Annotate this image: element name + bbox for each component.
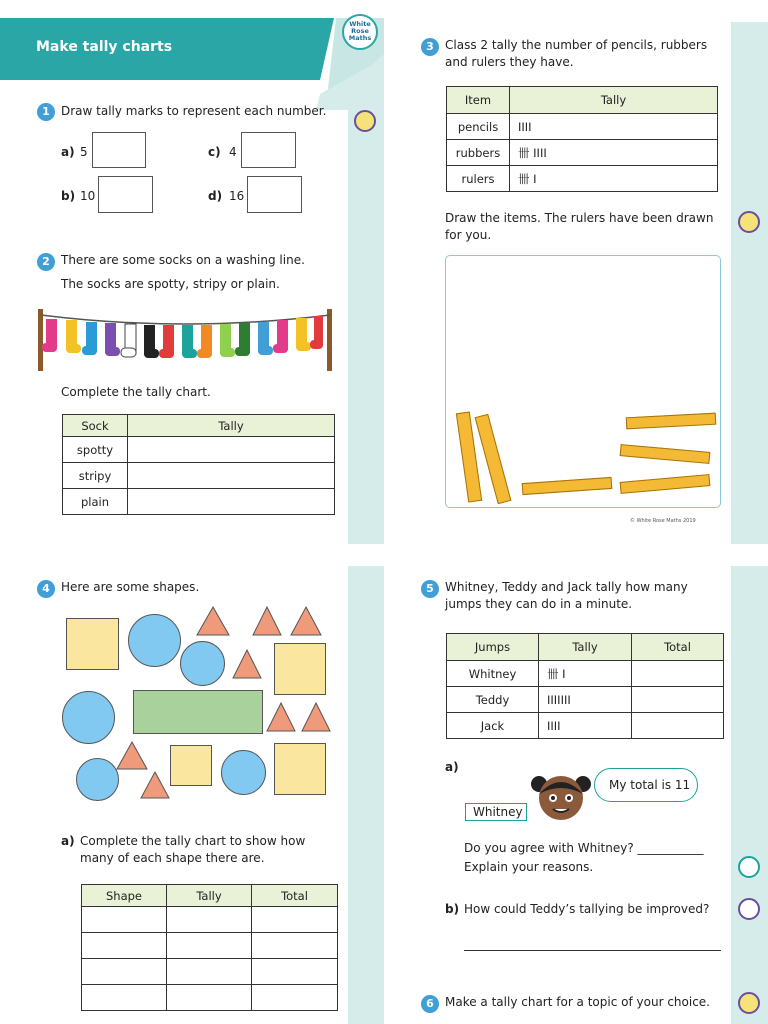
q2-row-plain: plain [63,489,128,515]
q4-cell[interactable] [252,933,338,959]
side-strip-bottom-right [731,566,768,1024]
q4-cell[interactable] [252,907,338,933]
q5-jumps-tally-table [446,633,724,739]
q4-a-label: a) [61,834,75,848]
q5-text: Whitney, Teddy and Jack tally how many jumps they can do in a minute. [445,580,688,611]
q2-row-spotty: spotty [63,437,128,463]
circle-shape [221,750,266,795]
q4-header-tally: Tally [167,885,252,907]
copyright: © White Rose Maths 2019 [630,518,696,524]
rectangle-shape [133,690,263,734]
logo-line-1: White [349,20,371,28]
teacup-icon [738,856,760,878]
q4-text: Here are some shapes. [61,580,200,594]
q2-tally-cell-plain[interactable] [128,489,335,515]
q1-c-value: 4 [229,145,237,159]
pencil-icon [354,110,376,132]
pencil-icon [738,211,760,233]
speech-text: My total is 11 [609,778,691,792]
q2-tally-cell-stripy[interactable] [128,463,335,489]
q4-a-text: Complete the tally chart to show how many of each shape there are. [80,834,306,865]
q1-d-label: d) [208,189,223,203]
question-number-4: 4 [37,580,55,598]
white-rose-logo [342,14,378,50]
question-number-5: 5 [421,580,439,598]
q5-b-label: b) [445,902,460,916]
q4-cell[interactable] [82,985,167,1011]
q1-c-answer-box[interactable] [241,132,296,168]
q5-row-whitney: Whitney [447,661,539,687]
side-strip-top-right [731,22,768,544]
q4-cell[interactable] [167,907,252,933]
q3-tally-pencils: IIII [510,114,718,140]
q5-tally-jack: IIII [539,713,632,739]
q1-b-answer-box[interactable] [98,176,153,213]
question-number-2: 2 [37,253,55,271]
q4-cell[interactable] [252,985,338,1011]
q4-cell[interactable] [167,959,252,985]
logo-line-3: Maths [348,34,372,42]
square-shape [274,643,326,695]
q5-row-teddy: Teddy [447,687,539,713]
q2-header-tally: Tally [128,415,335,437]
question-number-3: 3 [421,38,439,56]
q3-header-tally: Tally [510,87,718,114]
circle-shape [62,691,115,744]
q5-question-a: Do you agree with Whitney? ___________ [464,841,704,855]
square-shape [274,743,326,795]
q3-row-pencils: pencils [447,114,510,140]
logo-line-2: Rose [351,27,369,35]
q3-tally-rulers: 卌 I [510,166,718,192]
square-shape [170,745,212,786]
q4-cell[interactable] [167,985,252,1011]
q1-b-label: b) [61,189,76,203]
whitney-avatar [527,768,595,824]
q5-header-tally: Tally [539,634,632,661]
q4-cell[interactable] [167,933,252,959]
q5-total-jack[interactable] [632,713,724,739]
q6-text: Make a tally chart for a topic of your choice. [445,995,710,1009]
q4-header-total: Total [252,885,338,907]
q5-total-whitney[interactable] [632,661,724,687]
q3-instruction: Draw the items. The rulers have been drawn for you. [445,211,714,242]
q2-header-sock: Sock [63,415,128,437]
q4-header-shape: Shape [82,885,167,907]
q5-answer-line[interactable] [464,950,721,951]
q5-explain: Explain your reasons. [464,860,594,874]
q1-d-value: 16 [229,189,245,203]
q2-row-stripy: stripy [63,463,128,489]
teacup-icon [738,898,760,920]
q3-text: Class 2 tally the number of pencils, rubbers and rulers they have. [445,38,708,69]
q2-instruction: Complete the tally chart. [61,385,211,399]
q5-header-jumps: Jumps [447,634,539,661]
q1-a-value: 5 [80,145,88,159]
q5-header-total: Total [632,634,724,661]
q4-shape-tally-table [81,884,338,1011]
q1-text: Draw tally marks to represent each number. [61,104,327,118]
square-shape [66,618,119,670]
circle-shape [76,758,119,801]
name-tag-text: Whitney [473,805,523,819]
q5-question-b: How could Teddy’s tallying be improved? [464,902,710,916]
question-number-1: 1 [37,103,55,121]
pencil-icon [738,992,760,1014]
q2-text-1: There are some socks on a washing line. [61,253,305,267]
q5-tally-whitney: 卌 I [539,661,632,687]
q4-cell[interactable] [82,933,167,959]
q5-a-label: a) [445,760,459,774]
question-number-6: 6 [421,995,439,1013]
washing-line-socks-image [34,305,338,373]
q5-row-jack: Jack [447,713,539,739]
q1-c-label: c) [208,145,221,159]
q1-a-answer-box[interactable] [92,132,146,168]
q3-header-item: Item [447,87,510,114]
circle-shape [128,614,181,667]
q3-row-rulers: rulers [447,166,510,192]
q3-row-rubbers: rubbers [447,140,510,166]
q3-drawing-area[interactable] [445,255,721,508]
q2-tally-cell-spotty[interactable] [128,437,335,463]
q4-cell[interactable] [82,907,167,933]
q4-cell[interactable] [82,959,167,985]
page-title: Make tally charts [36,39,173,55]
q2-text-2: The socks are spotty, stripy or plain. [61,277,280,291]
q4-cell[interactable] [252,959,338,985]
header-banner [0,14,384,110]
q3-items-tally-table [446,86,718,192]
q1-a-label: a) [61,145,75,159]
q2-sock-tally-table [62,414,335,515]
q1-b-value: 10 [80,189,96,203]
q5-tally-teddy: IIIIIII [539,687,632,713]
q1-d-answer-box[interactable] [247,176,302,213]
q5-total-teddy[interactable] [632,687,724,713]
q3-tally-rubbers: 卌 IIII [510,140,718,166]
side-strip-bottom-left [348,566,384,1024]
